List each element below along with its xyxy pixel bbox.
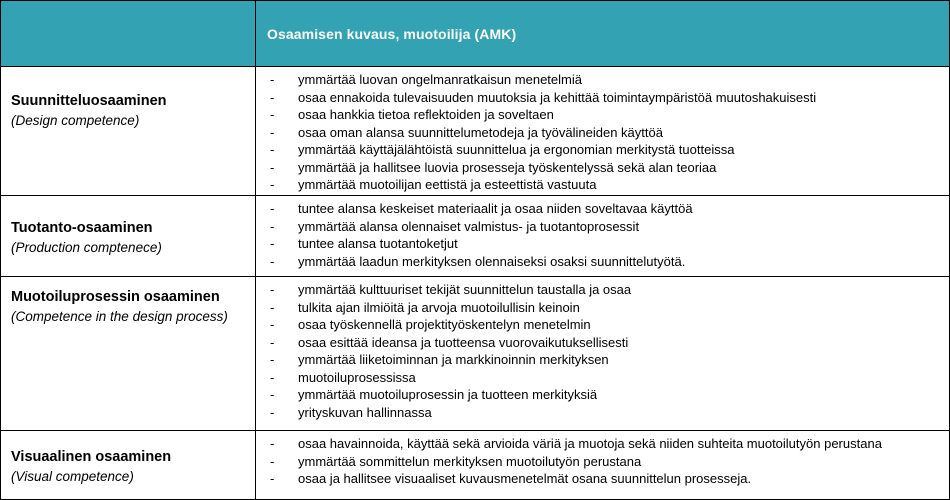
bullet-list <box>256 196 945 270</box>
bullet-text: osaa ja hallitsee visuaaliset kuvausmenetelmät osana suunnittelun prosesseja. <box>298 471 752 486</box>
bullet-item <box>270 235 945 253</box>
bullet-item <box>270 316 945 334</box>
row-title: Visuaalinen osaaminen <box>11 449 172 465</box>
bullet-dash: - <box>270 404 275 420</box>
bullet-text: tuntee alansa keskeiset materiaalit ja osaa niiden soveltavaa käyttöä <box>298 201 693 216</box>
bullet-item <box>270 253 945 271</box>
bullet-dash: - <box>270 282 275 297</box>
row-description-cell <box>256 277 949 430</box>
bullet-dash: - <box>270 89 275 105</box>
row-subtitle: (Visual competence) <box>11 469 134 484</box>
row-title: Suunnitteluosaaminen <box>11 93 167 109</box>
row-header-cell <box>1 431 256 499</box>
bullet-dash: - <box>270 436 275 451</box>
bullet-text: ymmärtää sommittelun merkityksen muotoilutyön perustana <box>298 453 642 469</box>
bullet-list <box>256 67 945 194</box>
row-header-cell <box>1 67 256 195</box>
row-description-cell <box>256 431 949 499</box>
bullet-dash: - <box>270 201 275 216</box>
bullet-dash: - <box>270 236 275 251</box>
bullet-text: osaa oman alansa suunnittelumetodeja ja työvälineiden käyttöä <box>298 124 663 140</box>
table-row-design-process-competence <box>1 277 949 431</box>
bullet-dash: - <box>270 72 275 87</box>
header-col2-label: Osaamisen kuvaus, muotoilija (AMK) <box>267 25 517 42</box>
row-description-cell <box>256 67 949 195</box>
bullet-text: ymmärtää muotoiluprosessin ja tuotteen merkityksiä <box>298 387 598 402</box>
bullet-item <box>270 281 945 299</box>
row-title: Tuotanto-osaaminen <box>11 220 153 236</box>
row-subtitle: (Production comptenece) <box>11 240 162 255</box>
table-row-production-competence <box>1 196 949 277</box>
bullet-text: osaa työskennellä projektityöskentelyn menetelmin <box>298 317 591 332</box>
bullet-item <box>270 200 945 218</box>
bullet-dash: - <box>270 317 275 332</box>
bullet-dash: - <box>270 369 275 385</box>
bullet-item <box>270 404 945 422</box>
bullet-text: yrityskuvan hallinnassa <box>298 404 432 420</box>
bullet-item <box>270 159 945 177</box>
bullet-item <box>270 176 945 194</box>
bullet-item <box>270 299 945 317</box>
row-title: Muotoiluprosessin osaaminen <box>11 289 220 305</box>
bullet-text: ymmärtää kulttuuriset tekijät suunnittelun taustalla ja osaa <box>298 282 632 297</box>
bullet-list <box>256 277 945 421</box>
row-subtitle: (Competence in the design process) <box>11 309 228 324</box>
bullet-dash: - <box>270 124 275 140</box>
bullet-item <box>270 351 945 369</box>
bullet-dash: - <box>270 159 275 175</box>
bullet-item <box>270 218 945 236</box>
table-header-row <box>1 1 949 67</box>
bullet-text: muotoiluprosessissa <box>298 369 416 385</box>
bullet-item <box>270 71 945 89</box>
bullet-text: osaa hankkia tietoa reflektoiden ja soveltaen <box>298 107 554 122</box>
row-header-cell <box>1 277 256 430</box>
header-cell-description <box>256 1 949 66</box>
bullet-text: osaa esittää ideansa ja tuotteensa vuorovaikutuksellisesti <box>298 334 629 350</box>
bullet-dash: - <box>270 253 275 269</box>
row-description-cell <box>256 196 949 276</box>
bullet-item <box>270 470 945 488</box>
bullet-text: ymmärtää ja hallitsee luovia prosesseja työskentelyssä sekä alan teoriaa <box>298 159 717 175</box>
bullet-dash: - <box>270 218 275 234</box>
bullet-text: tuntee alansa tuotantoketjut <box>298 236 458 251</box>
bullet-dash: - <box>270 387 275 402</box>
bullet-item <box>270 106 945 124</box>
bullet-item <box>270 386 945 404</box>
bullet-dash: - <box>270 334 275 350</box>
row-subtitle: (Design competence) <box>11 113 140 128</box>
bullet-text: tulkita ajan ilmiöitä ja arvoja muotoilullisin keinoin <box>298 299 580 315</box>
bullet-text: ymmärtää käyttäjälähtöistä suunnittelua ja ergonomian merkitystä tuotteissa <box>298 142 735 157</box>
bullet-text: ymmärtää muotoilijan eettistä ja esteettistä vastuuta <box>298 177 597 192</box>
table-row-design-competence <box>1 67 949 196</box>
bullet-item <box>270 89 945 107</box>
bullet-dash: - <box>270 107 275 122</box>
bullet-text: ymmärtää luovan ongelmanratkaisun menetelmiä <box>298 72 582 87</box>
bullet-dash: - <box>270 142 275 157</box>
header-cell-empty <box>1 1 256 66</box>
bullet-text: ymmärtää liiketoiminnan ja markkinoinnin merkityksen <box>298 352 609 367</box>
bullet-item <box>270 141 945 159</box>
bullet-item <box>270 334 945 352</box>
bullet-list <box>256 431 945 488</box>
bullet-dash: - <box>270 352 275 367</box>
bullet-item <box>270 369 945 387</box>
bullet-text: osaa havainnoida, käyttää sekä arvioida väriä ja muotoja sekä niiden suhteita muotoilutyön perustana <box>298 436 882 451</box>
bullet-dash: - <box>270 471 275 486</box>
bullet-item <box>270 124 945 142</box>
bullet-item <box>270 435 945 453</box>
bullet-text: osaa ennakoida tulevaisuuden muutoksia ja kehittää toimintaympäristöä muutoshakuisesti <box>298 89 817 105</box>
bullet-dash: - <box>270 177 275 192</box>
row-header-cell <box>1 196 256 276</box>
bullet-dash: - <box>270 299 275 315</box>
bullet-dash: - <box>270 453 275 469</box>
table-row-visual-competence <box>1 431 949 499</box>
bullet-text: ymmärtää laadun merkityksen olennaiseksi osaksi suunnittelutyötä. <box>298 253 686 269</box>
bullet-item <box>270 453 945 471</box>
bullet-text: ymmärtää alansa olennaiset valmistus- ja tuotantoprosessit <box>298 218 640 234</box>
